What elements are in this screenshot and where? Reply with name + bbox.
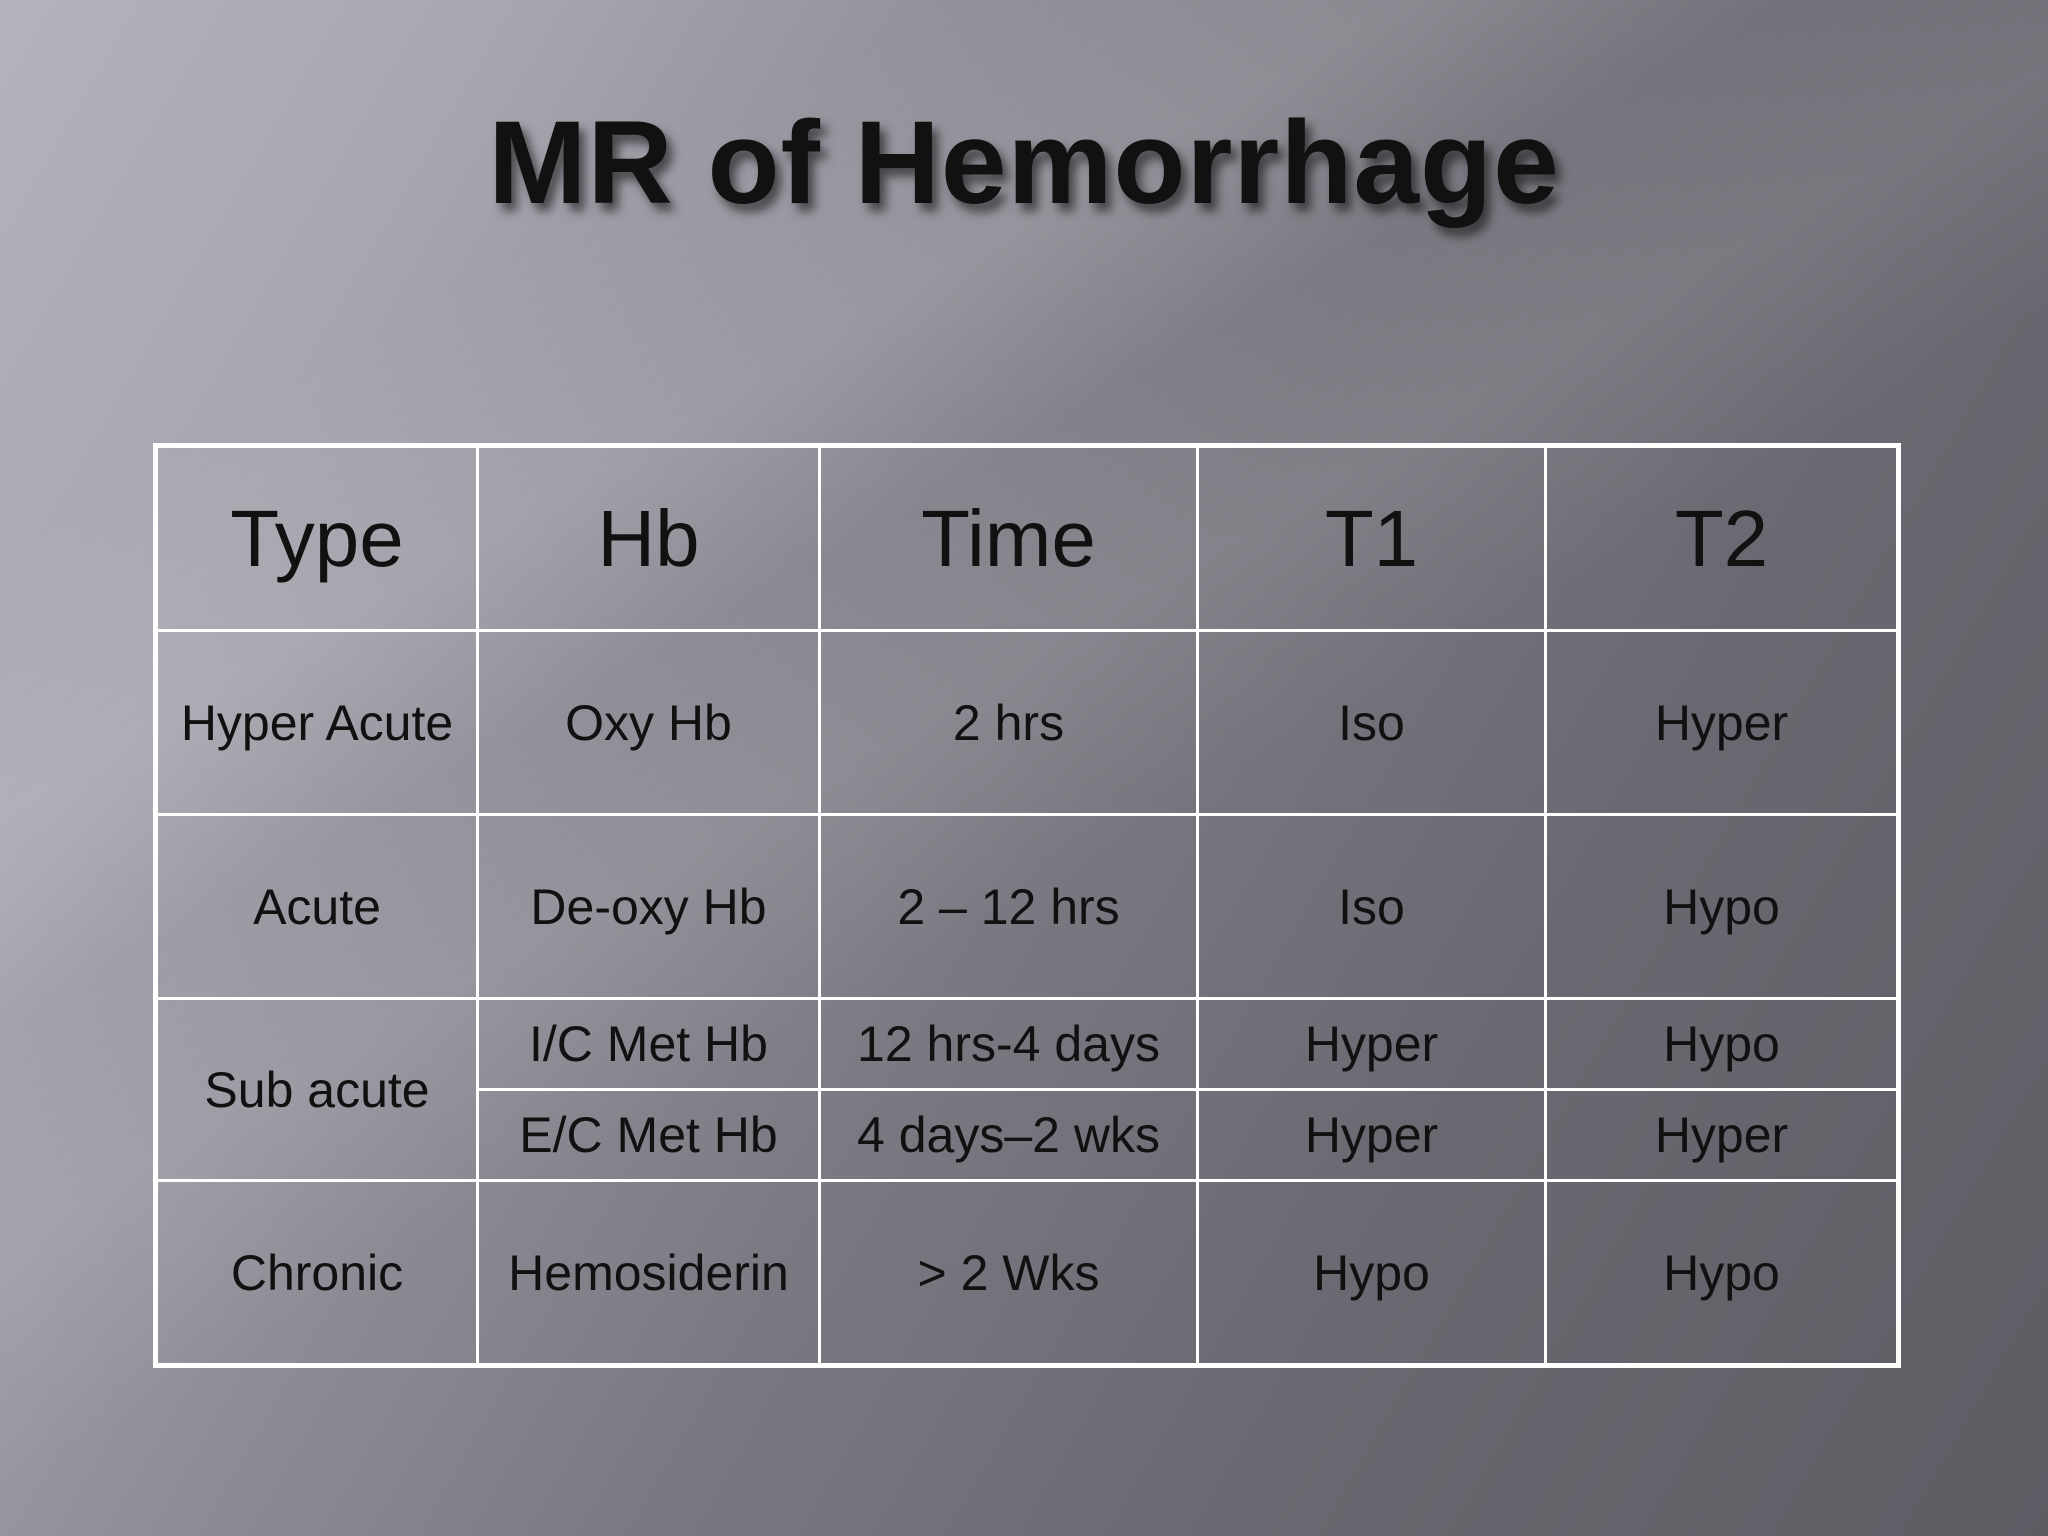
cell-type: Sub acute — [156, 999, 478, 1181]
cell-type: Hyper Acute — [156, 631, 478, 815]
slide-title: MR of Hemorrhage — [488, 97, 1560, 229]
cell-hb: I/C Met Hb — [478, 999, 820, 1090]
header-time: Time — [820, 446, 1198, 631]
table-row — [156, 815, 1899, 999]
cell-hb: De-oxy Hb — [478, 815, 820, 999]
cell-t2: Hyper — [1546, 1090, 1899, 1181]
table-header-row — [156, 446, 1899, 631]
cell-hb: E/C Met Hb — [478, 1090, 820, 1181]
cell-t1: Hyper — [1198, 1090, 1546, 1181]
header-t2: T2 — [1546, 446, 1899, 631]
cell-time: 4 days–2 wks — [820, 1090, 1198, 1181]
cell-time: > 2 Wks — [820, 1181, 1198, 1366]
cell-time: 2 hrs — [820, 631, 1198, 815]
header-hb: Hb — [478, 446, 820, 631]
cell-type: Chronic — [156, 1181, 478, 1366]
cell-t1: Hyper — [1198, 999, 1546, 1090]
table-row — [156, 1181, 1899, 1366]
cell-t1: Iso — [1198, 631, 1546, 815]
table-row — [156, 631, 1899, 815]
cell-t1: Hypo — [1198, 1181, 1546, 1366]
cell-t1: Iso — [1198, 815, 1546, 999]
header-type: Type — [156, 446, 478, 631]
cell-t2: Hypo — [1546, 815, 1899, 999]
cell-t2: Hypo — [1546, 999, 1899, 1090]
cell-time: 12 hrs-4 days — [820, 999, 1198, 1090]
cell-t2: Hyper — [1546, 631, 1899, 815]
header-t1: T1 — [1198, 446, 1546, 631]
table-row — [156, 999, 1899, 1090]
cell-hb: Oxy Hb — [478, 631, 820, 815]
cell-t2: Hypo — [1546, 1181, 1899, 1366]
hemorrhage-table — [153, 443, 1901, 1368]
cell-time: 2 – 12 hrs — [820, 815, 1198, 999]
cell-type: Acute — [156, 815, 478, 999]
cell-hb: Hemosiderin — [478, 1181, 820, 1366]
